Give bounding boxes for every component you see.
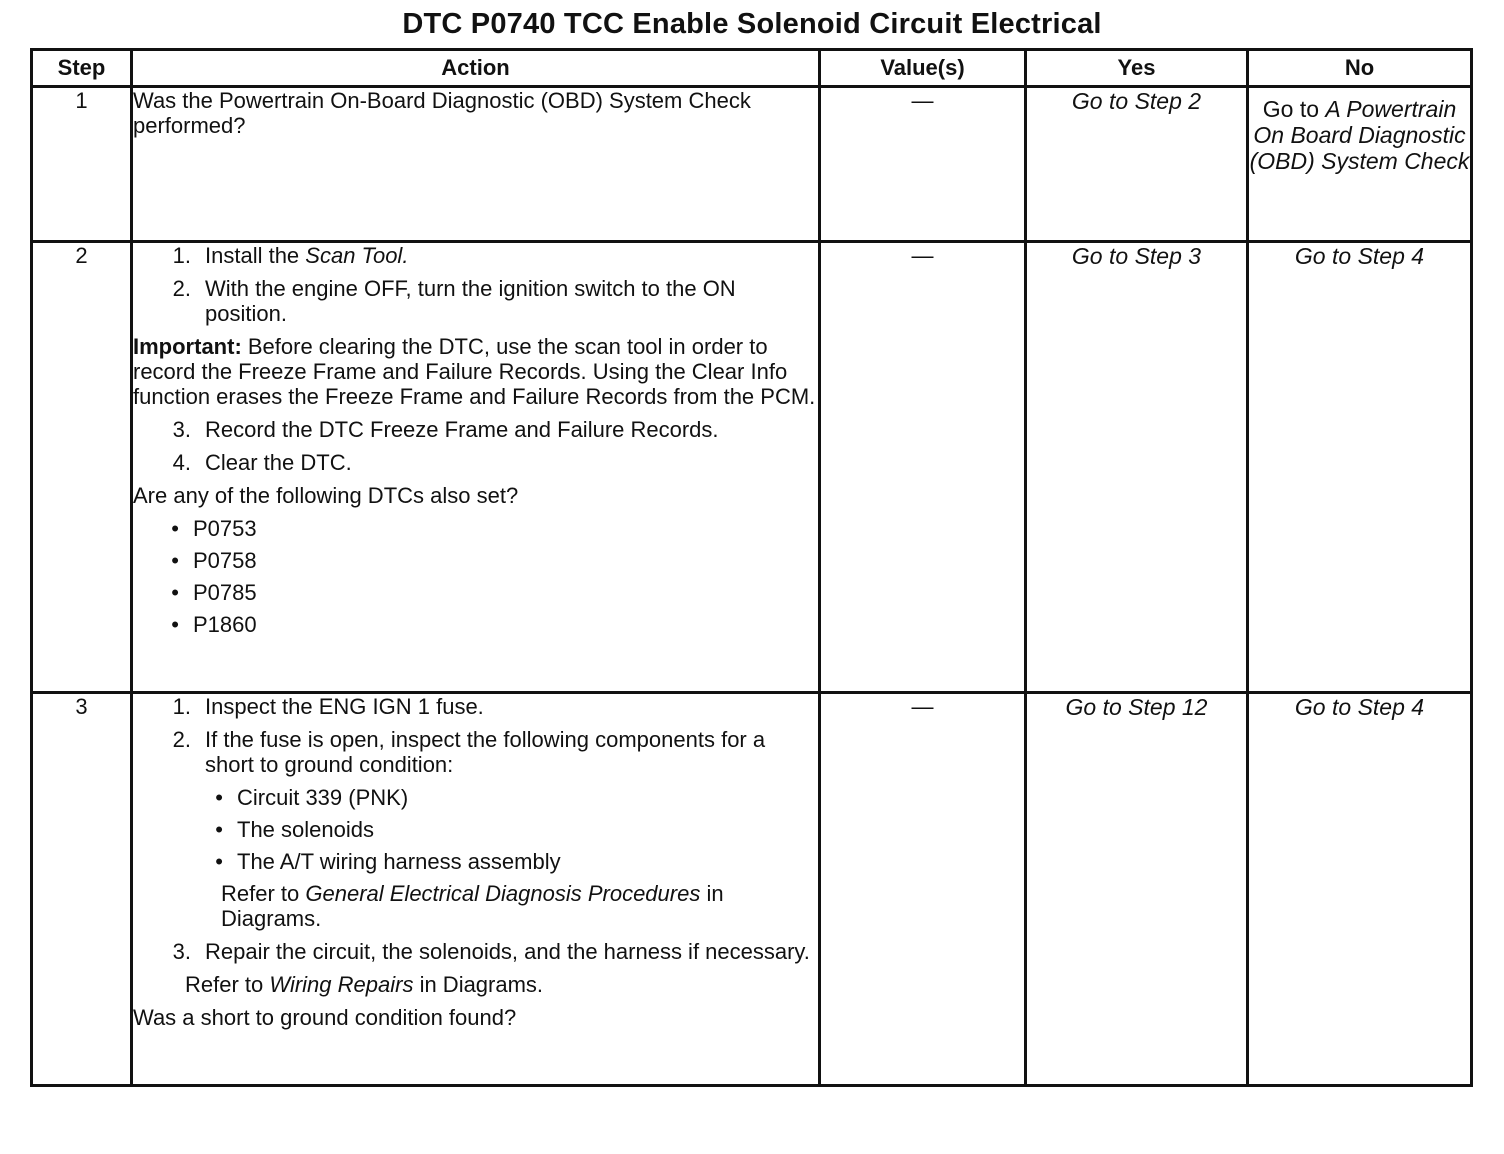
no-cell: Go to Step 4 — [1248, 693, 1472, 1086]
obd-check-link[interactable]: A Powertrain On Board Diagnostic (OBD) System Check — [1249, 96, 1470, 174]
action-question: Are any of the following DTCs also set? — [133, 483, 519, 508]
general-electrical-link[interactable]: General Electrical Diagnosis Procedures — [305, 881, 701, 906]
important-text: Before clearing the DTC, use the scan tool in order to record the Freeze Frame and Failure Records. Using the Clear Info function erases the Freeze Frame and Failure Records from the PCM. — [133, 334, 816, 409]
list-item: 3. Record the DTC Freeze Frame and Failure Records. — [133, 417, 818, 442]
yes-cell: Go to Step 12 — [1026, 693, 1248, 1086]
list-item: 1. Inspect the ENG IGN 1 fuse. — [133, 694, 818, 719]
wiring-repairs-link[interactable]: Wiring Repairs — [269, 972, 414, 997]
header-action: Action — [132, 50, 820, 87]
action-cell — [132, 693, 820, 1086]
no-prefix: Go to — [1262, 96, 1326, 122]
dtc-list-item: • P0758 — [133, 548, 818, 573]
list-item: 2. With the engine OFF, turn the ignition switch to the ON position. — [133, 276, 818, 326]
no-cell: Go to Step 4 — [1248, 242, 1472, 693]
table-row-step-3 — [32, 693, 1472, 1086]
bullet-icon: • — [171, 516, 179, 541]
bullet-icon: • — [171, 580, 179, 605]
bullet-icon: • — [215, 817, 223, 842]
action-cell — [132, 242, 820, 693]
header-value: Value(s) — [820, 50, 1026, 87]
action-cell — [132, 87, 820, 242]
component-list-item: • The A/T wiring harness assembly — [133, 849, 818, 874]
bullet-icon: • — [215, 785, 223, 810]
table-row-step-1 — [32, 87, 1472, 242]
dtc-list-item: • P0785 — [133, 580, 818, 605]
list-item: 3. Repair the circuit, the solenoids, and the harness if necessary. — [133, 939, 818, 964]
yes-cell: Go to Step 2 — [1026, 87, 1248, 242]
value-cell: — — [820, 87, 1026, 242]
action-question: Was a short to ground condition found? — [133, 1005, 517, 1030]
item-text: Inspect the ENG IGN 1 fuse. — [205, 694, 484, 719]
no-cell — [1248, 87, 1472, 242]
list-item: 2. If the fuse is open, inspect the following components for a short to ground condition: — [133, 727, 818, 777]
step-number: 1 — [32, 87, 132, 242]
list-item: 1. Install the Scan Tool. — [172, 243, 409, 268]
header-no: No — [1248, 50, 1472, 87]
value-cell: — — [820, 242, 1026, 693]
list-item: 4. Clear the DTC. — [133, 450, 818, 475]
header-yes: Yes — [1026, 50, 1248, 87]
component-list-item: • The solenoids — [133, 817, 818, 842]
action-question: Was the Powertrain On-Board Diagnostic (OBD) System Check performed? — [133, 88, 751, 138]
important-note — [133, 334, 818, 409]
item-text: Record the DTC Freeze Frame and Failure Records. — [205, 417, 719, 442]
item-text: Clear the DTC. — [205, 450, 352, 475]
value-cell: — — [820, 693, 1026, 1086]
dtc-list-item: • P1860 — [133, 612, 818, 637]
bullet-icon: • — [215, 849, 223, 874]
reference-note: Refer to Wiring Repairs in Diagrams. — [185, 972, 544, 997]
dtc-list-item: • P0753 — [133, 516, 818, 541]
item-text: With the engine OFF, turn the ignition switch to the ON position. — [205, 276, 736, 326]
step-number: 3 — [32, 693, 132, 1086]
item-text: Repair the circuit, the solenoids, and the harness if necessary. — [205, 939, 810, 964]
item-text: If the fuse is open, inspect the following components for a short to ground condition: — [205, 727, 766, 777]
bullet-icon: • — [171, 548, 179, 573]
scan-tool-link[interactable]: Scan Tool. — [305, 243, 409, 268]
diagnostic-table — [30, 48, 1473, 1087]
step-number: 2 — [32, 242, 132, 693]
header-row — [32, 50, 1472, 87]
table-row-step-2 — [32, 242, 1472, 693]
item-text: Install the — [205, 243, 306, 268]
reference-note: Refer to General Electrical Diagnosis Procedures in Diagrams. — [221, 881, 724, 931]
bullet-icon: • — [171, 612, 179, 637]
component-list-item: • Circuit 339 (PNK) — [133, 785, 818, 810]
yes-cell: Go to Step 3 — [1026, 242, 1248, 693]
header-step: Step — [32, 50, 132, 87]
important-label: Important: — [133, 334, 242, 359]
page-title: DTC P0740 TCC Enable Solenoid Circuit Electrical — [402, 8, 1102, 40]
